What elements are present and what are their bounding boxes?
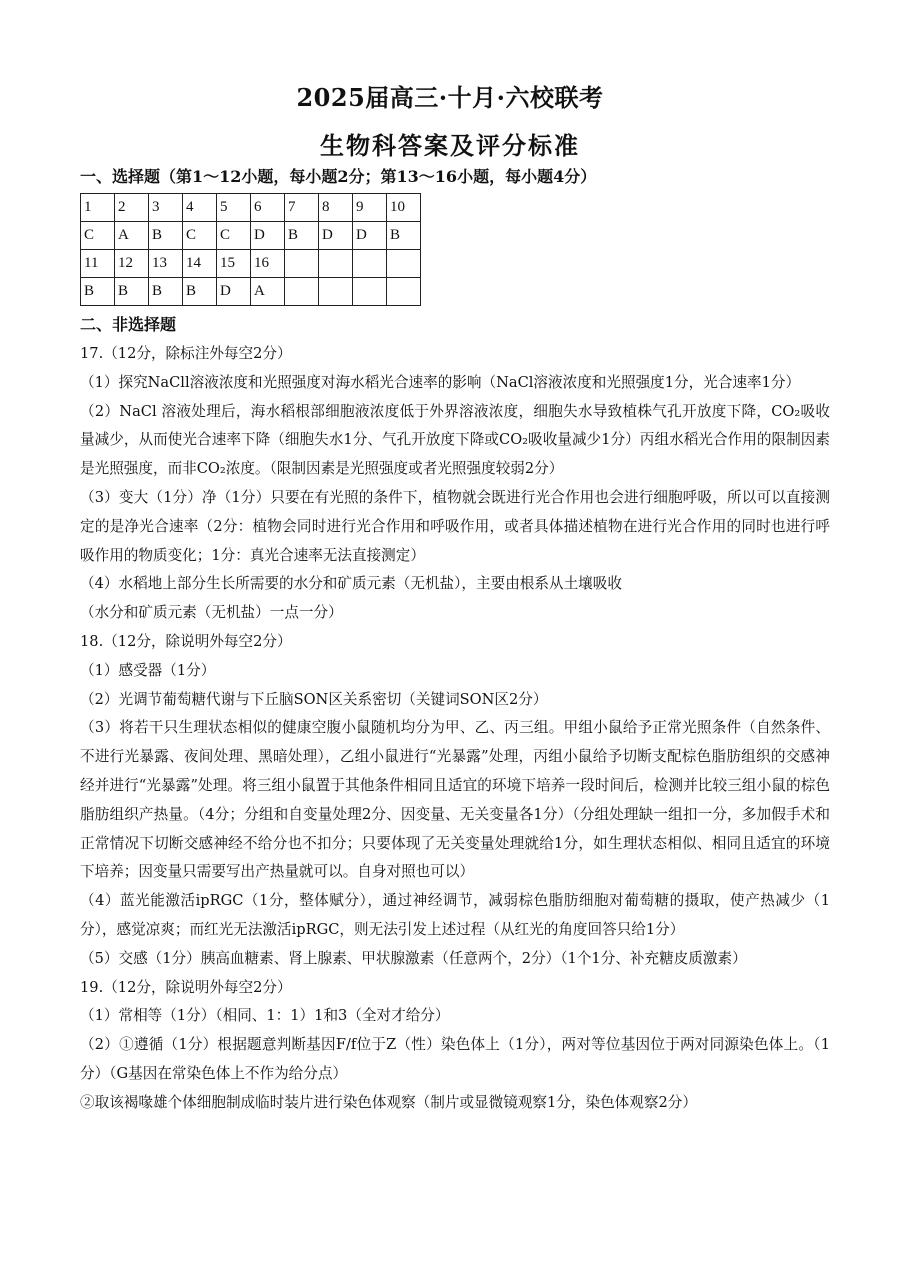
answer-cell: D [217, 278, 251, 306]
answer-line: 18.（12分，除说明外每空2分） [80, 632, 292, 650]
question-number-cell [285, 250, 319, 278]
answer-line: （5）交感（1分）胰高血糖素、肾上腺素、甲状腺激素（任意两个，2分）（1个1分、补充糖皮质激素） [80, 949, 747, 967]
answer-table-row [81, 278, 421, 306]
answer-line: （4）水稻地上部分生长所需要的水分和矿质元素（无机盐），主要由根系从土壤吸收 [80, 575, 622, 593]
question-number-cell: 6 [251, 194, 285, 222]
question-number-cell: 13 [149, 250, 183, 278]
question-number-cell: 10 [387, 194, 421, 222]
answer-line: （2）NaCl 溶液处理后，海水稻根部细胞液浓度低于外界溶液浓度，细胞失水导致植株气孔开放度下降，CO₂吸收量减少，从而使光合速率下降（细胞失水1分、气孔开放度下降或CO₂吸收量减少1分）丙组水稻光合作用的限制因素是光照强度，而非CO₂浓度。（限制因素是光照强度或者光照强度较弱2分） [80, 402, 830, 478]
answer-cell: D [251, 222, 285, 250]
answer-cell: C [183, 222, 217, 250]
question-number-cell [353, 250, 387, 278]
section-2-heading: 二、非选择题 [80, 315, 177, 334]
answer-cell: B [387, 222, 421, 250]
question-number-cell: 1 [81, 194, 115, 222]
answer-line: ②取该褐喙雄个体细胞制成临时装片进行染色体观察（制片或显微镜观察1分，染色体观察2分） [80, 1093, 697, 1111]
question-number-cell: 5 [217, 194, 251, 222]
answer-cell [353, 278, 387, 306]
answer-line: （1）常相等（1分）（相同、1：1）1和3（全对才给分） [80, 1007, 450, 1025]
answer-table-row [81, 250, 421, 278]
question-number-cell: 7 [285, 194, 319, 222]
question-number-cell: 4 [183, 194, 217, 222]
answer-cell: B [81, 278, 115, 306]
answer-cell: D [319, 222, 353, 250]
answer-line: 17.（12分，除标注外每空2分） [80, 345, 292, 362]
answer-cell: C [217, 222, 251, 250]
answer-cell: B [285, 222, 319, 250]
question-number-cell [319, 250, 353, 278]
non-choice-answers [80, 340, 830, 1118]
answer-cell: A [115, 222, 149, 250]
section-1-heading: 一、选择题（第1～12小题，每小题2分；第13～16小题，每小题4分） [80, 167, 597, 186]
answer-line: （2）光调节葡萄糖代谢与下丘脑SON区关系密切（关键词SON区2分） [80, 690, 548, 708]
answer-cell: D [353, 222, 387, 250]
answer-table-row [81, 194, 421, 222]
answer-cell [387, 278, 421, 306]
question-number-cell: 2 [115, 194, 149, 222]
answer-line: （1）探究NaCll溶液浓度和光照强度对海水稻光合速率的影响（NaCl溶液浓度和光照强度1分，光合速率1分） [80, 373, 801, 391]
page-title: 2025届高三·十月·六校联考 [296, 83, 604, 112]
question-number-cell: 8 [319, 194, 353, 222]
answer-cell [319, 278, 353, 306]
answer-cell [285, 278, 319, 306]
answer-line: （2）①遵循（1分）根据题意判断基因F/f位于Z（性）染色体上（1分），两对等位基因位于两对同源染色体上。（1分）（G基因在常染色体上不作为给分点） [80, 1036, 830, 1082]
answer-line: （水分和矿质元素（无机盐）一点一分） [80, 604, 343, 622]
question-number-cell: 11 [81, 250, 115, 278]
answer-cell: B [149, 278, 183, 306]
answer-cell: B [183, 278, 217, 306]
answer-table [80, 193, 421, 306]
answer-cell: A [251, 278, 285, 306]
answer-cell: B [115, 278, 149, 306]
answer-line: 19.（12分，除说明外每空2分） [80, 978, 292, 996]
question-number-cell: 16 [251, 250, 285, 278]
answer-line: （4）蓝光能激活ipRGC（1分，整体赋分），通过神经调节，减弱棕色脂肪细胞对葡萄糖的摄取，使产热减少（1分），感觉凉爽；而红光无法激活ipRGC，则无法引发上述过程（从红光的角度回答只给1分） [80, 892, 830, 938]
question-number-cell: 3 [149, 194, 183, 222]
question-number-cell: 15 [217, 250, 251, 278]
answer-line: （3）变大（1分）净（1分）只要在有光照的条件下，植物就会既进行光合作用也会进行细胞呼吸，所以可以直接测定的是净光合速率（2分：植物会同时进行光合作用和呼吸作用，或者具体描述植物在进行光合作用的同时也进行呼吸作用的物质变化；1分：真光合速率无法直接测定） [80, 488, 830, 564]
question-number-cell: 12 [115, 250, 149, 278]
answer-line: （1）感受器（1分） [80, 661, 216, 679]
page-subtitle: 生物科答案及评分标准 [320, 131, 580, 160]
answer-line: （3）将若干只生理状态相似的健康空腹小鼠随机均分为甲、乙、丙三组。甲组小鼠给予正常光照条件（自然条件、不进行光暴露、夜间处理、黑暗处理），乙组小鼠进行“光暴露”处理，丙组小鼠给予切断支配棕色脂肪组织的交感神经并进行“光暴露”处理。将三组小鼠置于其他条件相同且适宜的环境下培养一段时间后，检测并比较三组小鼠的棕色脂肪组织产热量。（4分；分组和自变量处理2分、因变量、无关变量各1分）（分组处理缺一组扣一分，多加假手术和正常情况下切断交感神经不给分也不扣分；只要体现了无关变量处理就给1分，如生理状态相似、相同且适宜的环境下培养；因变量只需要写出产热量就可以。自身对照也可以） [80, 719, 830, 881]
answer-cell: B [149, 222, 183, 250]
question-number-cell [387, 250, 421, 278]
question-number-cell: 9 [353, 194, 387, 222]
answer-table-row [81, 222, 421, 250]
answer-cell: C [81, 222, 115, 250]
question-number-cell: 14 [183, 250, 217, 278]
